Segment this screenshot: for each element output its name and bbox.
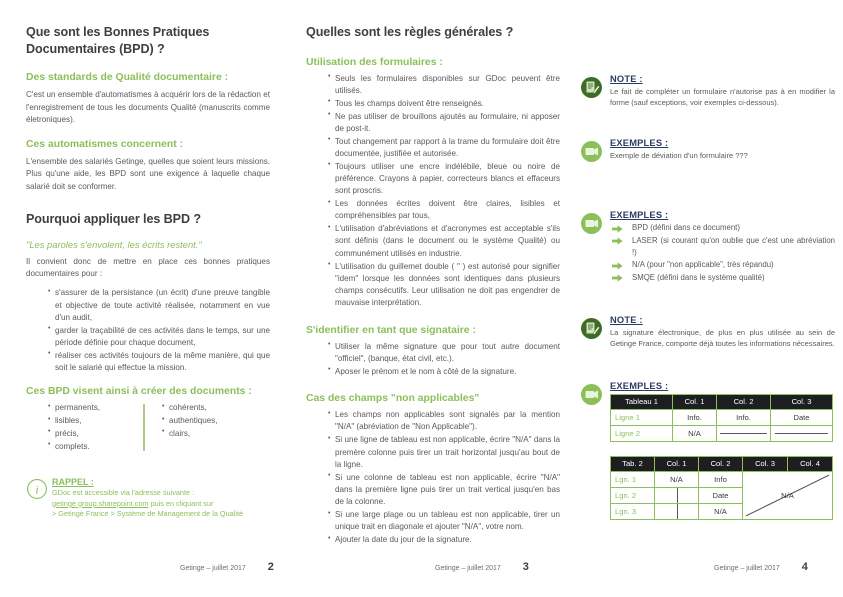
note-callout-2: [580, 315, 835, 349]
rappel-line-1: GDoc est accessible via l'adresse suivante :: [52, 488, 195, 498]
list-item: • Aposer le prénom et le nom à côté de la signature.: [328, 366, 560, 378]
examples-callout-3: [580, 381, 835, 534]
rappel-body: [52, 477, 243, 519]
footer-meta: Getinge – juillet 2017: [435, 565, 501, 572]
list-item: • Tous les champs doivent être renseignés.: [328, 98, 560, 110]
list-item-label: SMQE (défini dans le système qualité): [632, 272, 765, 282]
table-header-cell: Tab. 2: [611, 456, 655, 471]
section-heading-documents: Ces BPD visent ainsi à créer des documents :: [26, 386, 252, 398]
page-title: Que sont les Bonnes Pratiques Documentaires (BPD) ?: [26, 25, 210, 56]
footer-page-number: 3: [522, 561, 529, 573]
rappel-line-3: > Getinge France > Système de Management de la Qualité: [52, 509, 244, 519]
examples-circle-icon: [580, 138, 604, 168]
footer-meta: Getinge – juillet 2017: [714, 565, 780, 572]
section-heading-automatismes: Ces automatismes concernent :: [26, 139, 184, 151]
list-item: • Ne pas utiliser de brouillons ajoutés au formulaire, ni apposer de post-it.: [328, 111, 560, 136]
table-cell: Date: [771, 409, 833, 425]
list-item: • L'utilisation du guillemet double ( " ) est autorisé pour signifier "idem" lorsque les données sont identiques dans plusieurs champs consécutifs. Leur utilisation ne doit pas engendrer de mauvaise interprétation.: [328, 261, 560, 310]
footer-page-3: [435, 561, 529, 573]
list-item: • Seuls les formulaires disponibles sur GDoc peuvent être utilisés.: [328, 73, 560, 98]
table-cell-struck: [655, 487, 699, 503]
table-header-cell: Col. 1: [673, 394, 717, 409]
page-4: [572, 0, 843, 597]
table-header-cell: Col. 4: [788, 456, 833, 471]
table-cell: Info.: [717, 409, 771, 425]
note-body-2: [610, 315, 835, 349]
table-header-cell: Col. 3: [771, 394, 833, 409]
examples-title: EXEMPLES :: [610, 210, 669, 221]
examples-title: EXEMPLES :: [610, 380, 669, 391]
table-cell: N/A: [655, 471, 699, 487]
examples-title: EXEMPLES :: [610, 138, 669, 149]
bullet-list-signataire: [306, 341, 560, 378]
table-cell: Date: [699, 487, 743, 503]
table-cell: Info.: [673, 409, 717, 425]
rappel-callout: [26, 477, 270, 519]
list-item: • lisibles,: [48, 415, 148, 427]
table-row-label: Lgn. 3: [611, 503, 655, 519]
section-text-convient: Il convient donc de mettre en place ces bonnes pratiques documentaires pour :: [26, 256, 270, 278]
example-table-2: [610, 456, 833, 520]
examples-body-3: [610, 381, 835, 534]
table-row-label: Ligne 1: [611, 409, 673, 425]
table-cell-na-label: N/A: [781, 490, 794, 500]
list-item: • précis,: [48, 428, 148, 440]
qualities-left-column: [26, 402, 148, 453]
footer-page-4: [714, 561, 808, 573]
bullet-list-formulaires: [306, 73, 560, 310]
list-item: • Si une colonne de tableau est non applicable, écrire "N/A" dans la première ligne puis tirer un trait vertical jusqu'en bas de la colonne.: [328, 472, 560, 509]
list-item: [610, 222, 835, 234]
list-item-label: LASER (si courant qu'on oublie que c'est une abréviation !): [632, 235, 835, 257]
footer-page-number: 2: [267, 561, 274, 573]
example-table-1: [610, 394, 833, 442]
examples-body-2: [610, 210, 835, 284]
table-cell-diagonal: [743, 471, 833, 519]
note-body-1: [610, 74, 835, 108]
list-item: • L'utilisation d'abréviations et d'acronymes est acceptable s'ils sont définis (dans le document ou le système Qualité) ou communément utilisés en industrie.: [328, 223, 560, 260]
arrow-right-icon: [612, 237, 623, 249]
rappel-line-2-rest: puis en cliquant sur: [148, 498, 214, 508]
list-item: • cohérents,: [162, 402, 270, 414]
page-title-secondary: Pourquoi appliquer les BPD ?: [26, 212, 201, 226]
bullet-list-non-applicables: [306, 409, 560, 546]
arrow-right-icon: [612, 274, 623, 286]
list-item-label: N/A (pour "non applicable", très répandu): [632, 260, 774, 270]
table-row-label: Ligne 2: [611, 425, 673, 441]
table-header-cell: Col. 1: [655, 456, 699, 471]
table-cell: Info: [699, 471, 743, 487]
examples-circle-icon: [580, 210, 604, 240]
section-text-standards: C'est un ensemble d'automatismes à acquérir lors de la rédaction et l'enregistrement de tous les documents Qualité (manuscrits comme életroniques).: [26, 90, 270, 124]
table-row-label: Lgn. 1: [611, 471, 655, 487]
list-item: • Toujours utiliser une encre indélébile, bleue ou noire de préférence. Crayons à papier, correcteurs blancs et effaceurs sont proscris.: [328, 161, 560, 198]
table-cell-struck: [771, 425, 833, 441]
note-title: NOTE :: [610, 314, 643, 325]
list-item: • Les données écrites doivent être claires, lisibles et compréhensibles par tous,: [328, 198, 560, 223]
examples-circle-icon: [580, 381, 604, 411]
bullet-list-objectifs: [26, 287, 270, 374]
page-title: Quelles sont les règles générales ?: [306, 25, 514, 39]
examples-arrow-list: [610, 222, 835, 283]
table-cell-struck: [717, 425, 771, 441]
section-heading-non-applicables: Cas des champs "non applicables": [306, 393, 480, 405]
examples-text: Exemple de déviation d'un formulaire ???: [610, 151, 748, 161]
list-item: [610, 235, 835, 258]
examples-callout-2: [580, 210, 835, 284]
note-title: NOTE :: [610, 74, 643, 84]
list-item: • Si une large plage ou un tableau est non applicable, tirer un unique trait en diagonale et ajouter "N/A", votre nom.: [328, 509, 560, 534]
note-callout-1: [580, 74, 835, 108]
section-heading-standards: Des standards de Qualité documentaire :: [26, 72, 229, 84]
list-item: • clairs,: [162, 428, 270, 440]
note-text: La signature électronique, de plus en plus utilisée au sein de Getinge France, comporte déjà toutes les informations nécessaires.: [610, 327, 835, 348]
svg-text:i: i: [35, 482, 39, 497]
bullet-list-right: [148, 402, 270, 440]
examples-callout-1: [580, 138, 835, 168]
table-cell: N/A: [699, 503, 743, 519]
list-item: [610, 259, 835, 271]
note-text: Le fait de compléter un formulaire n'autorise pas à en modifier la forme (sauf exceptions, voir exemples ci-dessous).: [610, 87, 835, 108]
list-item: • s'assurer de la persistance (un écrit) d'une preuve tangible et objective de toute activité réalisée, notamment en vue d'un audit,: [48, 287, 270, 324]
section-heading-formulaires: Utilisation des formulaires :: [306, 56, 443, 68]
bullet-list-left: [26, 402, 148, 453]
note-document-icon: [580, 315, 604, 345]
quote-text: "Les paroles s'envolent, les écrits restent.": [26, 238, 202, 250]
gdoc-link[interactable]: getinge.group.sharepoint.com: [52, 498, 149, 508]
list-item: • réaliser ces activités toujours de la même manière, qui que soit le salarié qui effectue la mission.: [48, 350, 270, 375]
table-header-row: [611, 394, 833, 409]
table-header-cell: Col. 3: [743, 456, 788, 471]
section-text-automatismes: L'ensemble des salariés Getinge, quelles que soient leurs missions. Plus qu'une aide, les BPD sont une exigence à laquelle chaque salarié doit se conformer.: [26, 157, 270, 191]
list-item: • Ajouter la date du jour de la signature.: [328, 534, 560, 546]
table-cell-struck: [655, 503, 699, 519]
footer-page-number: 4: [801, 561, 808, 573]
page-3: [290, 0, 572, 597]
table-row: [611, 471, 833, 487]
list-item: • permanents,: [48, 402, 148, 414]
table-cell: N/A: [673, 425, 717, 441]
table-row: [611, 409, 833, 425]
table-header-cell: Tableau 1: [611, 394, 673, 409]
qualities-right-column: [148, 402, 270, 453]
list-item: [610, 272, 835, 284]
examples-body-1: [610, 138, 835, 161]
list-item-label: BPD (défini dans ce document): [632, 223, 740, 233]
section-heading-signataire: S'identifier en tant que signataire :: [306, 324, 476, 336]
note-document-icon: [580, 74, 604, 104]
table-header-cell: Col. 2: [717, 394, 771, 409]
rappel-title: RAPPEL :: [52, 477, 94, 488]
table-header-row: [611, 456, 833, 471]
list-item: • Tout changement par rapport à la trame du formulaire doit être documentée, justifiée et autorisée.: [328, 136, 560, 161]
list-item: • garder la traçabilité de ces activités dans le temps, sur une période définie pour chaque document,: [48, 325, 270, 350]
list-item: • Les champs non applicables sont signalés par la mention "N/A" (abréviation de "Non Applicable").: [328, 409, 560, 434]
footer-meta: Getinge – juillet 2017: [180, 565, 246, 572]
table-header-cell: Col. 2: [699, 456, 743, 471]
list-item: • authentiques,: [162, 415, 270, 427]
list-item: • Si une ligne de tableau est non applicable, écrire "N/A" dans la premère colonne puis tirer un trait horizontal jusqu'au bout de la ligne.: [328, 434, 560, 471]
list-item: • complets.: [48, 441, 148, 453]
page-2: [0, 0, 290, 597]
list-item: • Utiliser la même signature que pour tout autre document "officiel", (banque, état civil, etc.).: [328, 341, 560, 366]
table-row: [611, 425, 833, 441]
table-row-label: Lgn. 2: [611, 487, 655, 503]
qualities-two-column-list: [26, 402, 270, 453]
rappel-line-2: [52, 499, 243, 509]
info-circle-icon: [26, 477, 52, 505]
footer-page-2: [180, 561, 274, 573]
